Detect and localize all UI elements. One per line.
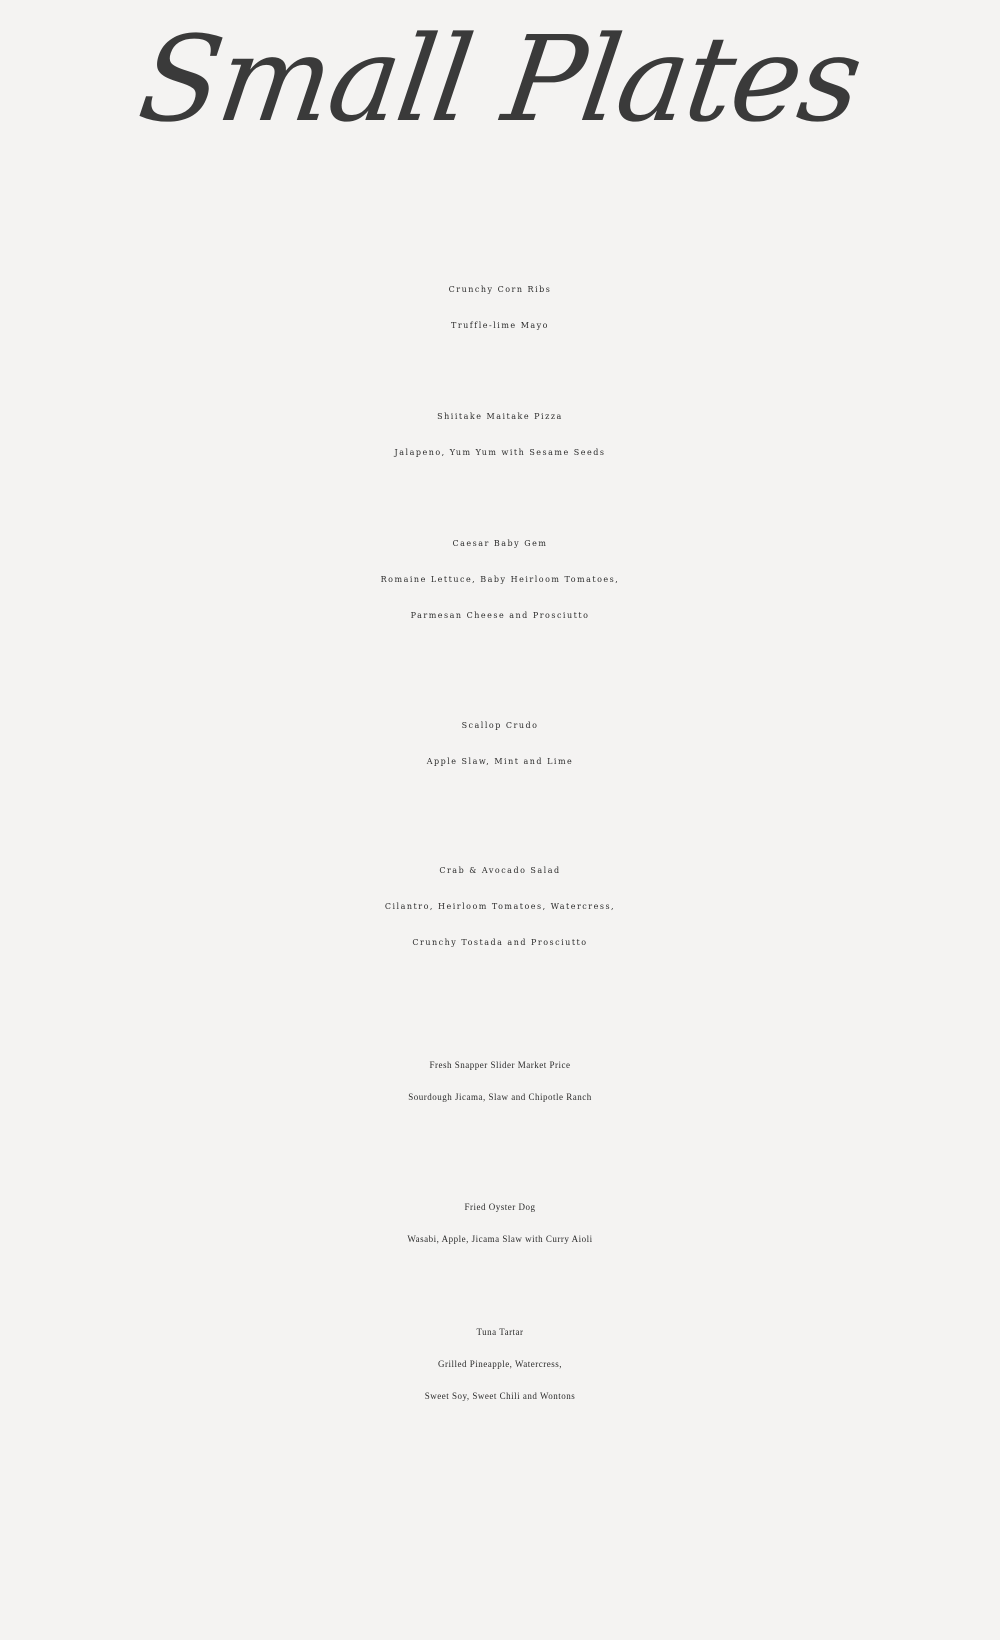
menu-item-name: Fresh Snapper Slider Market Price <box>429 1060 571 1070</box>
menu-item-description: Grilled Pineapple, Watercress, <box>437 1359 563 1369</box>
menu-title: Small Plates <box>131 10 869 148</box>
menu-item-name: Shiitake Maitake Pizza <box>437 412 563 421</box>
gratuity-notice <box>0 1593 1000 1637</box>
menu-item-description: Apple Slaw, Mint and Lime <box>426 757 574 766</box>
disclaimer-line <box>0 1552 1000 1574</box>
disclaimer-line <box>0 1508 1000 1530</box>
menu-item-description: Crunchy Tostada and Prosciutto <box>412 938 588 947</box>
menu-item-caesar-baby-gem <box>0 526 1000 634</box>
menu-item-name: Scallop Crudo <box>461 721 539 730</box>
menu-item-tuna-tartar <box>0 1316 1000 1412</box>
allergy-disclaimer <box>0 1508 1000 1574</box>
menu-item-description: Cilantro, Heirloom Tomatoes, Watercress, <box>384 902 616 911</box>
disclaimer-line <box>0 1530 1000 1552</box>
menu-item-name: Caesar Baby Gem <box>452 539 548 548</box>
menu-item-fresh-snapper-slider <box>0 1049 1000 1113</box>
menu-item-crab-avocado-salad <box>0 853 1000 961</box>
menu-item-fried-oyster-dog <box>0 1191 1000 1255</box>
menu-item-description: Wasabi, Apple, Jicama Slaw with Curry Aioli <box>407 1234 593 1244</box>
menu-item-description: Jalapeno, Yum Yum with Sesame Seeds <box>394 448 606 457</box>
menu-item-description: Sourdough Jicama, Slaw and Chipotle Ranch <box>408 1092 592 1102</box>
menu-item-name: Tuna Tartar <box>476 1327 524 1337</box>
gratuity-line <box>0 1593 1000 1615</box>
menu-item-crunchy-corn-ribs <box>0 272 1000 344</box>
gratuity-line <box>0 1615 1000 1637</box>
menu-item-shiitake-maitake-pizza <box>0 399 1000 471</box>
menu-item-scallop-crudo <box>0 708 1000 780</box>
menu-item-description: Truffle-lime Mayo <box>450 321 549 330</box>
menu-item-name: Fried Oyster Dog <box>464 1202 536 1212</box>
menu-item-name: Crab & Avocado Salad <box>439 866 561 875</box>
menu-item-description: Romaine Lettuce, Baby Heirloom Tomatoes, <box>380 575 620 584</box>
menu-item-name: Crunchy Corn Ribs <box>448 285 552 294</box>
menu-item-description: Parmesan Cheese and Prosciutto <box>410 611 590 620</box>
menu-item-description: Sweet Soy, Sweet Chili and Wontons <box>424 1391 576 1401</box>
